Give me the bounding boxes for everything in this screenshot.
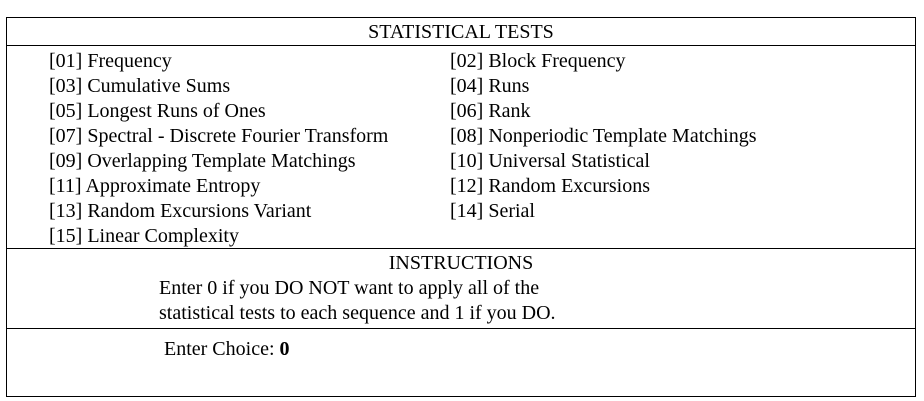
test-item-09: [09] Overlapping Template Matchings [49,150,356,172]
test-item-14: [14] Serial [450,200,535,222]
header-divider [6,45,916,46]
test-item-12: [12] Random Excursions [450,175,650,197]
test-item-08: [08] Nonperiodic Template Matchings [450,125,757,147]
test-item-13: [13] Random Excursions Variant [49,200,312,222]
test-item-02: [02] Block Frequency [450,50,626,72]
instructions-line-1: Enter 0 if you DO NOT want to apply all of the [159,277,540,299]
test-item-10: [10] Universal Statistical [450,150,650,172]
instructions-divider [6,248,916,249]
test-item-06: [06] Rank [450,100,531,122]
enter-choice-value[interactable]: 0 [279,338,290,360]
test-item-01: [01] Frequency [49,50,172,72]
statistical-tests-title: STATISTICAL TESTS [368,21,554,43]
test-item-07: [07] Spectral - Discrete Fourier Transform [49,125,389,147]
test-item-15: [15] Linear Complexity [49,225,239,247]
test-item-11: [11] Approximate Entropy [49,175,261,197]
statistical-tests-list [49,49,889,249]
prompt-divider [6,328,916,329]
test-item-05: [05] Longest Runs of Ones [49,100,266,122]
enter-choice-prompt[interactable] [164,337,290,361]
test-item-04: [04] Runs [450,75,530,97]
instructions-title: INSTRUCTIONS [388,252,534,274]
instructions-line-2: statistical tests to each sequence and 1 if you DO. [159,302,556,324]
test-item-03: [03] Cumulative Sums [49,75,231,97]
enter-choice-label: Enter Choice: [164,338,280,360]
